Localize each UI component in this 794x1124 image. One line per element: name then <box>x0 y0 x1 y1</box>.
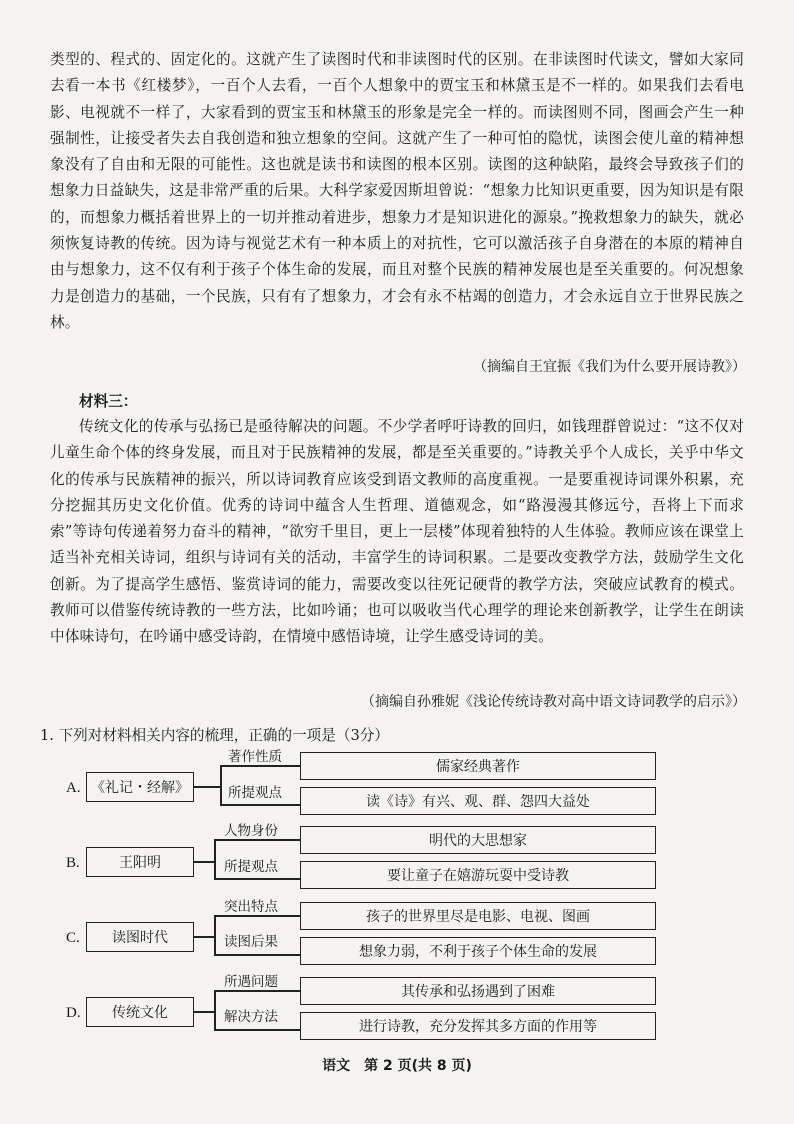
option-d-label-2: 解决方法 <box>224 1009 278 1025</box>
passage-material-2: 类型的、程式的、固定化的。这就产生了读图时代和非读图时代的区别。在非读图时代读文，譬如大家同去看一本书《红楼梦》，一百个人去看，一百个人想象中的贾宝玉和林黛玉是不一样的。如果我们去看电影、电视就不一样了，大家看到的贾宝玉和林黛玉的形象是完全一样的。而读图则不同，图画会产生一种强制性，让接受者失去自我创造和独立想象的空间。这就产生了一种可怕的隐忧，读图会使儿童的精神想象没有了自由和无限的可能性。这也就是读书和读图的根本区别。读图的这种缺陷，最终会导致孩子们的想象力日益缺失，这是非常严重的后果。大科学家爱因斯坦曾说：“想象力比知识更重要，因为知识是有限的，而想象力概括着世界上的一切并推动着进步，想象力才是知识进化的源泉。”挽救想象力的缺失，就必须恢复诗教的传统。因为诗与视觉艺术有一种本质上的对抗性，它可以激活孩子自身潜在的本原的精神自由与想象力，这不仅有利于孩子个体生命的发展，而且对整个民族的精神发展也是至关重要的。何况想象力是创造力的基础，一个民族，只有有了想象力，才会有永不枯竭的创造力，才会永远自立于世界民族之林。 <box>50 51 744 331</box>
option-b-text-box-2: 要让童子在嬉游玩耍中受诗教 <box>300 861 656 889</box>
option-b-label-1: 人物身份 <box>224 823 278 839</box>
option-a-text-box-2: 读《诗》有兴、观、群、怨四大益处 <box>300 787 656 815</box>
option-c-text-box-1: 孩子的世界里尽是电影、电视、图画 <box>300 902 656 930</box>
option-c-branch-bottom <box>214 954 300 956</box>
option-a-label-2: 所提观点 <box>228 785 282 801</box>
option-d-branch-bottom <box>214 1029 300 1031</box>
option-c-subject-box: 读图时代 <box>86 922 194 952</box>
option-c-letter: C. <box>66 930 80 946</box>
option-d-bracket <box>214 990 216 1030</box>
passage-material-3: 传统文化的传承与弘扬已是亟待解决的问题。不少学者呼吁诗教的回归，如钱理群曾说过：“这不仅对儿童生命个体的终身发展，而且对于民族精神的发展，都是至关重要的。”诗教关乎个人成长，关乎中华文化的传承与民族精神的振兴，所以诗词教育应该受到语文教师的高度重视。一是要重视诗词课外积累，充分挖掘其历史文化价值。优秀的诗词中蕴含人生哲理、道德观念，如“路漫漫其修远兮，吾将上下而求索”等诗句传递着努力奋斗的精神，“欲穷千里目，更上一层楼”体现着独特的人生体验。教师应该在课堂上适当补充相关诗词，组织与诗词有关的活动，丰富学生的诗词积累。二是要改变教学方法，鼓励学生文化创新。为了提高学生感悟、鉴赏诗词的能力，需要改变以往死记硬背的教学方法，突破应试教育的模式。教师可以借鉴传统诗教的一些方法，比如吟诵；也可以吸收当代心理学的理论来创新教学，让学生在朗读中体味诗句，在吟诵中感受诗韵，在情境中感悟诗境，让学生感受诗词的美。 <box>50 418 744 646</box>
option-a-branch-bottom <box>220 804 300 806</box>
option-c-bracket <box>214 915 216 955</box>
option-b-text-box-1: 明代的大思想家 <box>300 826 656 854</box>
option-c-connector <box>194 936 214 938</box>
option-c-text-box-2: 想象力弱，不利于孩子个体生命的发展 <box>300 937 656 965</box>
option-d-label-1: 所遇问题 <box>224 974 278 990</box>
option-d-text-box-1: 其传承和弘扬遇到了困难 <box>300 977 656 1005</box>
option-d-subject-box: 传统文化 <box>86 997 194 1027</box>
option-a-label-1: 著作性质 <box>228 749 282 765</box>
option-b-bracket <box>214 839 216 879</box>
option-c-label-2: 读图后果 <box>224 934 278 950</box>
option-b-label-2: 所提观点 <box>224 859 278 875</box>
option-b-branch-bottom <box>214 878 300 880</box>
material-3-heading: 材料三： <box>79 393 138 410</box>
option-b-letter: B. <box>66 855 80 871</box>
option-d-letter: D. <box>66 1005 81 1021</box>
option-b-subject-box: 王阳明 <box>86 847 194 877</box>
question-1-stem: 1. 下列对材料相关内容的梳理，正确的一项是（3分） <box>40 727 389 744</box>
option-d-connector <box>194 1011 214 1013</box>
option-a-subject-box: 《礼记・经解》 <box>86 772 194 802</box>
option-a-text-box-1: 儒家经典著作 <box>300 752 656 780</box>
option-a-connector <box>194 786 220 788</box>
source-citation-3: （摘编自孙雅妮《浅论传统诗教对高中语文诗词教学的启示》） <box>361 694 746 710</box>
option-a-bracket <box>220 765 222 805</box>
option-a-letter: A. <box>66 780 81 796</box>
option-c-label-1: 突出特点 <box>224 899 278 915</box>
page-footer: 语文 第 2 页(共 8 页) <box>322 1058 472 1074</box>
option-b-connector <box>194 861 214 863</box>
source-citation-2: （摘编自王宜振《我们为什么要开展诗教》） <box>473 359 746 375</box>
option-d-text-box-2: 进行诗教，充分发挥其多方面的作用等 <box>300 1012 656 1040</box>
